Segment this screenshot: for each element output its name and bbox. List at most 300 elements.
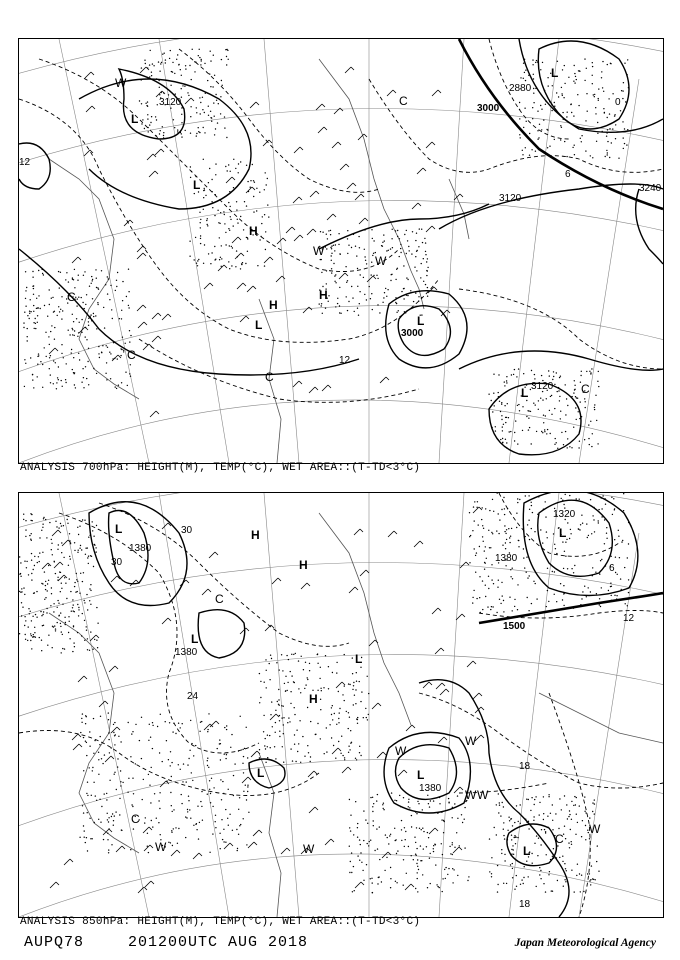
stipple-dot xyxy=(148,852,149,853)
stipple-dot xyxy=(544,829,545,830)
stipple-dot xyxy=(259,702,260,703)
stipple-dot xyxy=(545,832,546,833)
stipple-dot xyxy=(384,292,385,293)
stipple-dot xyxy=(131,733,132,734)
stipple-dot xyxy=(360,755,361,756)
stipple-dot xyxy=(151,72,152,73)
stipple-dot xyxy=(425,284,426,285)
stipple-dot xyxy=(364,294,365,295)
stipple-dot xyxy=(417,801,418,802)
wind-barb xyxy=(49,348,55,354)
stipple-dot xyxy=(204,132,205,133)
stipple-dot xyxy=(481,519,482,520)
stipple-dot xyxy=(439,887,440,888)
wind-barb-flag xyxy=(199,853,202,856)
stipple-dot xyxy=(374,850,375,851)
stipple-dot xyxy=(510,431,511,432)
stipple-dot xyxy=(502,426,503,427)
wind-barb-flag xyxy=(177,850,180,853)
stipple-dot xyxy=(71,352,72,353)
stipple-dot xyxy=(86,378,87,379)
stipple-dot xyxy=(254,182,255,183)
wind-barb xyxy=(412,203,418,209)
stipple-dot xyxy=(516,886,517,887)
stipple-dot xyxy=(101,270,102,271)
high-center-marker: H xyxy=(309,692,318,706)
stipple-dot xyxy=(120,741,121,742)
stipple-dot xyxy=(490,547,491,548)
stipple-dot xyxy=(492,606,493,607)
wind-barb-flag xyxy=(307,583,310,586)
stipple-dot xyxy=(30,357,31,358)
stipple-dot xyxy=(452,842,453,843)
stipple-dot xyxy=(543,796,544,797)
stipple-dot xyxy=(127,792,128,793)
stipple-dot xyxy=(454,847,455,848)
stipple-dot xyxy=(403,298,404,299)
stipple-dot xyxy=(303,669,304,670)
stipple-dot xyxy=(576,397,577,398)
stipple-dot xyxy=(574,65,575,66)
stipple-dot xyxy=(283,717,284,718)
stipple-dot xyxy=(300,762,301,763)
stipple-dot xyxy=(500,603,501,604)
stipple-dot xyxy=(585,825,586,826)
stipple-dot xyxy=(171,832,172,833)
stipple-dot xyxy=(309,670,310,671)
stipple-dot xyxy=(40,361,41,362)
stipple-dot xyxy=(621,90,622,91)
stipple-dot xyxy=(328,688,329,689)
stipple-dot xyxy=(150,122,151,123)
stipple-dot xyxy=(346,282,347,283)
stipple-dot xyxy=(591,533,592,534)
stipple-dot xyxy=(56,382,57,383)
stipple-dot xyxy=(528,429,529,430)
stipple-dot xyxy=(92,767,93,768)
stipple-dot xyxy=(562,95,563,96)
highlight-contour-label: 3000 xyxy=(477,103,500,114)
stipple-dot xyxy=(623,137,624,138)
stipple-dot xyxy=(423,848,424,849)
stipple-dot xyxy=(319,678,320,679)
stipple-dot xyxy=(403,797,404,798)
stipple-dot xyxy=(64,577,65,578)
wind-barb xyxy=(171,850,177,856)
stipple-dot xyxy=(349,684,350,685)
stipple-dot xyxy=(92,838,93,839)
stipple-dot xyxy=(528,495,529,496)
stipple-dot xyxy=(592,811,593,812)
stipple-dot xyxy=(425,251,426,252)
stipple-dot xyxy=(204,63,205,64)
stipple-dot xyxy=(158,800,159,801)
stipple-dot xyxy=(517,502,518,503)
stipple-dot xyxy=(259,749,260,750)
stipple-dot xyxy=(82,302,83,303)
warm-center-marker: W xyxy=(589,822,601,836)
stipple-dot xyxy=(509,537,510,538)
stipple-dot xyxy=(147,101,148,102)
stipple-dot xyxy=(504,514,505,515)
stipple-dot xyxy=(147,833,148,834)
wind-barb xyxy=(62,540,68,546)
stipple-dot xyxy=(560,125,561,126)
stipple-dot xyxy=(395,881,396,882)
stipple-dot xyxy=(84,602,85,603)
stipple-dot xyxy=(355,689,356,690)
stipple-dot xyxy=(594,404,595,405)
stipple-dot xyxy=(482,507,483,508)
map-panel-700hpa xyxy=(18,38,664,464)
stipple-dot xyxy=(574,565,575,566)
stipple-dot xyxy=(482,536,483,537)
stipple-dot xyxy=(523,127,524,128)
stipple-dot xyxy=(133,793,134,794)
stipple-dot xyxy=(383,234,384,235)
stipple-dot xyxy=(607,64,608,65)
stipple-dot xyxy=(404,234,405,235)
stipple-dot xyxy=(501,415,502,416)
stipple-dot xyxy=(603,91,604,92)
stipple-dot xyxy=(110,353,111,354)
stipple-dot xyxy=(150,50,151,51)
panel-caption-700hpa: ANALYSIS 700hPa: HEIGHT(M), TEMP(°C), WET AREA::(T-TD<3°C) xyxy=(20,462,421,474)
stipple-dot xyxy=(417,878,418,879)
stipple-dot xyxy=(130,364,131,365)
stipple-dot xyxy=(377,883,378,884)
stipple-dot xyxy=(265,738,266,739)
stipple-dot xyxy=(189,750,190,751)
stipple-dot xyxy=(559,857,560,858)
stipple-dot xyxy=(360,852,361,853)
stipple-dot xyxy=(609,128,610,129)
height-contours xyxy=(19,39,663,455)
stipple-dot xyxy=(579,499,580,500)
stipple-dot xyxy=(326,248,327,249)
stipple-dot xyxy=(443,832,444,833)
stipple-dot xyxy=(379,826,380,827)
stipple-dot xyxy=(396,882,397,883)
stipple-dot xyxy=(424,238,425,239)
stipple-dot xyxy=(607,141,608,142)
stipple-dot xyxy=(49,304,50,305)
stipple-dot xyxy=(228,789,229,790)
wind-barb-flag xyxy=(259,830,262,833)
stipple-dot xyxy=(597,443,598,444)
stipple-dot xyxy=(233,159,234,160)
wind-barb-flag xyxy=(366,570,369,573)
stipple-dot xyxy=(540,105,541,106)
stipple-dot xyxy=(548,370,549,371)
stipple-dot xyxy=(154,793,155,794)
wind-barb-flag xyxy=(473,661,476,664)
stipple-dot xyxy=(125,343,126,344)
stipple-dot xyxy=(376,800,377,801)
stipple-dot xyxy=(89,731,90,732)
stipple-dot xyxy=(581,371,582,372)
stipple-dot xyxy=(31,579,32,580)
stipple-dot xyxy=(90,314,91,315)
stipple-dot xyxy=(359,303,360,304)
stipple-dot xyxy=(421,860,422,861)
stipple-dot xyxy=(359,247,360,248)
stipple-dot xyxy=(361,691,362,692)
wind-barb-flag xyxy=(460,787,463,790)
stipple-dot xyxy=(336,672,337,673)
stipple-dot xyxy=(163,135,164,136)
wind-barb-flag xyxy=(246,628,249,631)
stipple-dot xyxy=(27,336,28,337)
stipple-dot xyxy=(533,581,534,582)
stipple-dot xyxy=(224,116,225,117)
stipple-dot xyxy=(230,171,231,172)
stipple-dot xyxy=(219,259,220,260)
wind-barb-flag xyxy=(232,177,235,180)
low-center-marker: L xyxy=(255,318,263,332)
stipple-dot xyxy=(141,717,142,718)
stipple-dot xyxy=(539,124,540,125)
stipple-dot xyxy=(373,820,374,821)
stipple-dot xyxy=(527,577,528,578)
stipple-dot xyxy=(517,609,518,610)
stipple-dot xyxy=(87,557,88,558)
stipple-dot xyxy=(220,779,221,780)
wind-barb xyxy=(414,541,420,547)
stipple-dot xyxy=(554,408,555,409)
wind-barb-flag xyxy=(270,257,273,260)
stipple-dot xyxy=(109,752,110,753)
stipple-dot xyxy=(215,815,216,816)
stipple-dot xyxy=(502,802,503,803)
stipple-dot xyxy=(575,834,576,835)
stipple-dot xyxy=(518,540,519,541)
stipple-dot xyxy=(86,837,87,838)
stipple-dot xyxy=(181,122,182,123)
stipple-dot xyxy=(203,197,204,198)
wind-barb xyxy=(426,142,432,148)
stipple-dot xyxy=(459,845,460,846)
stipple-dot xyxy=(27,328,28,329)
stipple-dot xyxy=(193,825,194,826)
stipple-dot xyxy=(576,419,577,420)
stipple-dot xyxy=(55,630,56,631)
stipple-dot xyxy=(344,700,345,701)
stipple-dot xyxy=(39,637,40,638)
stipple-dot xyxy=(426,846,427,847)
stipple-dot xyxy=(41,650,42,651)
stipple-dot xyxy=(377,848,378,849)
stipple-dot xyxy=(135,724,136,725)
stipple-dot xyxy=(25,639,26,640)
stipple-dot xyxy=(542,432,543,433)
stipple-dot xyxy=(331,248,332,249)
stipple-dot xyxy=(185,130,186,131)
stipple-dot xyxy=(537,130,538,131)
wind-barb-flag xyxy=(322,104,325,107)
wind-barb-flag xyxy=(438,90,441,93)
stipple-dot xyxy=(479,576,480,577)
stipple-dot xyxy=(502,438,503,439)
stipple-dot xyxy=(509,542,510,543)
wind-barb xyxy=(432,90,438,96)
stipple-dot xyxy=(416,233,417,234)
stipple-dot xyxy=(272,726,273,727)
stipple-dot xyxy=(49,522,50,523)
stipple-dot xyxy=(202,109,203,110)
stipple-dot xyxy=(586,93,587,94)
stipple-dot xyxy=(53,626,54,627)
stipple-dot xyxy=(615,124,616,125)
wind-barb-flag xyxy=(115,666,118,669)
stipple-dot xyxy=(528,799,529,800)
stipple-dot xyxy=(511,849,512,850)
stipple-dot xyxy=(588,535,589,536)
stipple-dot xyxy=(322,286,323,287)
stipple-dot xyxy=(333,263,334,264)
stipple-dot xyxy=(572,147,573,148)
stipple-dot xyxy=(501,419,502,420)
stipple-dot xyxy=(72,279,73,280)
stipple-dot xyxy=(282,746,283,747)
stipple-dot xyxy=(34,565,35,566)
stipple-dot xyxy=(543,119,544,120)
stipple-dot xyxy=(25,298,26,299)
stipple-dot xyxy=(592,567,593,568)
stipple-dot xyxy=(615,138,616,139)
stipple-dot xyxy=(202,820,203,821)
stipple-dot xyxy=(135,763,136,764)
stipple-dot xyxy=(53,611,54,612)
stipple-dot xyxy=(356,681,357,682)
stipple-dot xyxy=(120,348,121,349)
wind-barb-flag xyxy=(144,322,147,325)
stipple-dot xyxy=(210,60,211,61)
wind-barb-flag xyxy=(481,735,484,738)
stipple-dot xyxy=(381,245,382,246)
stipple-dot xyxy=(387,289,388,290)
stipple-dot xyxy=(526,861,527,862)
stipple-dot xyxy=(165,59,166,60)
stipple-dot xyxy=(528,828,529,829)
stipple-dot xyxy=(558,96,559,97)
stipple-dot xyxy=(33,634,34,635)
stipple-dot xyxy=(283,733,284,734)
stipple-dot xyxy=(200,113,201,114)
stipple-dot xyxy=(523,557,524,558)
stipple-dot xyxy=(330,230,331,231)
stipple-dot xyxy=(89,588,90,589)
stipple-dot xyxy=(209,168,210,169)
stipple-dot xyxy=(441,843,442,844)
stipple-dot xyxy=(159,752,160,753)
wind-barb-flag xyxy=(481,707,484,710)
wind-barb xyxy=(204,283,210,289)
stipple-dot xyxy=(54,625,55,626)
stipple-dot xyxy=(545,831,546,832)
stipple-dot xyxy=(585,120,586,121)
stipple-dot xyxy=(229,245,230,246)
stipple-dot xyxy=(158,61,159,62)
stipple-dot xyxy=(86,716,87,717)
stipple-dot xyxy=(114,744,115,745)
stipple-dot xyxy=(561,498,562,499)
stipple-dot xyxy=(169,58,170,59)
stipple-dot xyxy=(93,753,94,754)
stipple-dot xyxy=(225,842,226,843)
stipple-dot xyxy=(623,493,624,494)
stipple-dot xyxy=(533,88,534,89)
stipple-dot xyxy=(498,374,499,375)
stipple-dot xyxy=(93,566,94,567)
stipple-dot xyxy=(220,113,221,114)
stipple-dot xyxy=(317,654,318,655)
stipple-dot xyxy=(510,536,511,537)
stipple-dot xyxy=(291,675,292,676)
wind-barb xyxy=(232,237,238,243)
stipple-dot xyxy=(219,237,220,238)
stipple-dot xyxy=(267,735,268,736)
stipple-dot xyxy=(536,835,537,836)
stipple-dot xyxy=(23,327,24,328)
stipple-dot xyxy=(96,800,97,801)
stipple-dot xyxy=(592,515,593,516)
stipple-dot xyxy=(203,127,204,128)
stipple-dot xyxy=(270,655,271,656)
stipple-dot xyxy=(304,688,305,689)
wind-barb-flag xyxy=(143,246,146,249)
stipple-dot xyxy=(172,731,173,732)
wind-barb-flag xyxy=(158,336,161,339)
stipple-dot xyxy=(484,569,485,570)
stipple-dot xyxy=(46,537,47,538)
wind-barb-flag xyxy=(365,218,368,221)
stipple-dot xyxy=(562,541,563,542)
stipple-dot xyxy=(78,534,79,535)
stipple-dot xyxy=(348,752,349,753)
stipple-dot xyxy=(152,722,153,723)
stipple-dot xyxy=(502,595,503,596)
stipple-dot xyxy=(427,258,428,259)
stipple-dot xyxy=(69,621,70,622)
stipple-dot xyxy=(346,711,347,712)
stipple-dot xyxy=(189,65,190,66)
stipple-dot xyxy=(571,568,572,569)
stipple-dot xyxy=(500,411,501,412)
stipple-dot xyxy=(512,610,513,611)
stipple-dot xyxy=(68,281,69,282)
stipple-dot xyxy=(229,268,230,269)
stipple-dot xyxy=(70,558,71,559)
stipple-dot xyxy=(535,151,536,152)
stipple-dot xyxy=(222,781,223,782)
stipple-dot xyxy=(397,230,398,231)
stipple-dot xyxy=(243,818,244,819)
stipple-dot xyxy=(107,813,108,814)
stipple-dot xyxy=(227,50,228,51)
stipple-dot xyxy=(372,892,373,893)
stipple-dot xyxy=(484,550,485,551)
stipple-dot xyxy=(447,874,448,875)
stipple-dot xyxy=(509,597,510,598)
stipple-dot xyxy=(97,304,98,305)
wind-barb xyxy=(185,98,191,104)
stipple-dot xyxy=(24,312,25,313)
stipple-dot xyxy=(236,201,237,202)
stipple-dot xyxy=(181,88,182,89)
stipple-dot xyxy=(527,524,528,525)
stipple-dot xyxy=(64,648,65,649)
